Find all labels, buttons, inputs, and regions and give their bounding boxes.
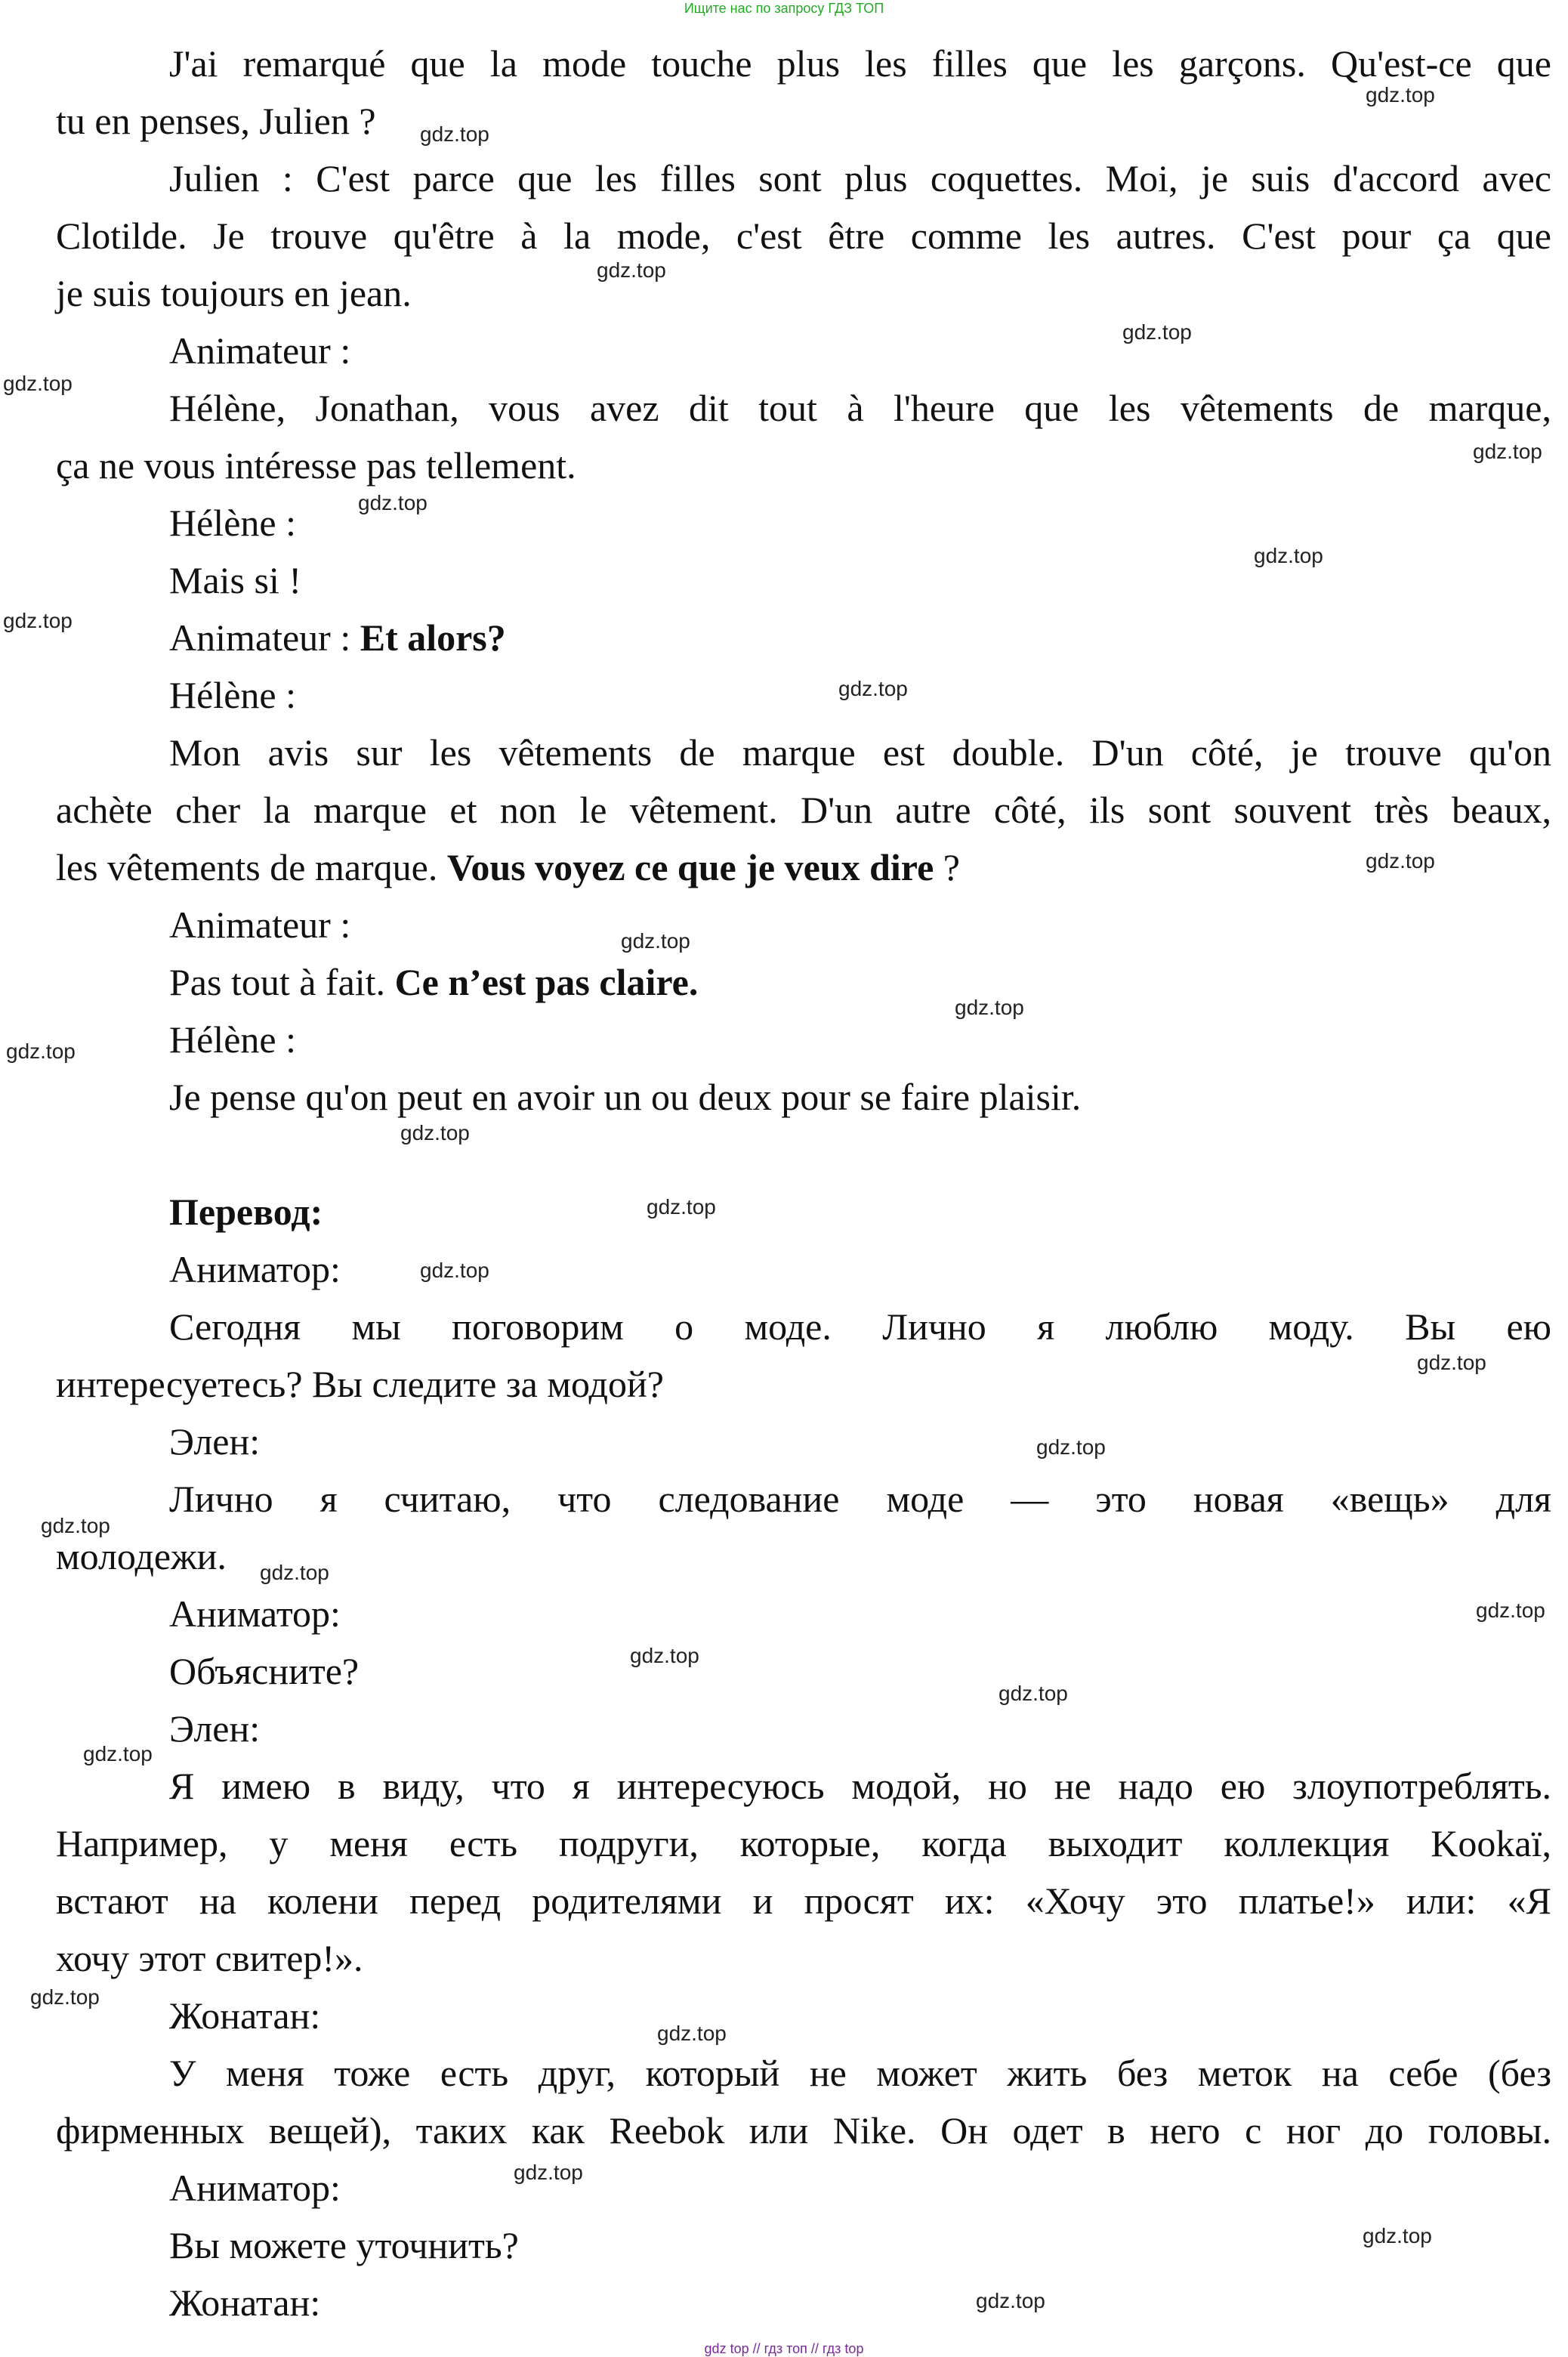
speaker-label: Animateur : bbox=[169, 904, 351, 946]
speaker-label: Аниматор: bbox=[169, 1592, 341, 1635]
watermark: gdz.top bbox=[1366, 83, 1435, 107]
bold-phrase: Et alors? bbox=[360, 616, 506, 659]
text-line: хочу этот свитер!». bbox=[56, 1937, 363, 1979]
text-line: tu en penses, Julien ? bbox=[56, 100, 376, 142]
text-line: je suis toujours en jean. bbox=[56, 272, 412, 314]
text-line: Clotilde. Je trouve qu'être à la mode, c'est être comme les autres. C'est pour ça que bbox=[56, 215, 1551, 257]
text-line: J'ai remarqué que la mode touche plus les filles que les garçons. Qu'est-ce que bbox=[169, 42, 1551, 85]
speaker-label: Жонатан: bbox=[169, 2281, 321, 2324]
speaker-label: Элен: bbox=[169, 1420, 261, 1463]
watermark: gdz.top bbox=[976, 2289, 1045, 2312]
watermark: gdz.top bbox=[1366, 849, 1435, 873]
text-line bbox=[56, 845, 960, 890]
watermark: gdz.top bbox=[647, 1195, 716, 1219]
watermark: gdz.top bbox=[420, 1259, 489, 1282]
text-line: Je pense qu'on peut en avoir un ou deux pour se faire plaisir. bbox=[169, 1076, 1082, 1118]
watermark: gdz.top bbox=[630, 1644, 699, 1667]
text-line: Я имею в виду, что я интересуюсь модой, но не надо ею злоупотреблять. bbox=[169, 1765, 1551, 1807]
watermark: gdz.top bbox=[1476, 1599, 1545, 1622]
watermark: gdz.top bbox=[83, 1742, 153, 1765]
text-line: интересуетесь? Вы следите за модой? bbox=[56, 1363, 664, 1405]
text-line bbox=[169, 615, 506, 660]
watermark: gdz.top bbox=[420, 122, 489, 146]
speaker-label: Hélène : bbox=[169, 502, 296, 544]
watermark: gdz.top bbox=[514, 2161, 583, 2184]
speaker-label: Animateur : bbox=[169, 329, 351, 372]
text-line: встают на колени перед родителями и просят их: «Хочу это платье!» или: «Я bbox=[56, 1880, 1551, 1922]
bold-phrase: Ce n’est pas claire. bbox=[394, 961, 699, 1003]
watermark: gdz.top bbox=[1417, 1351, 1486, 1374]
text-line: Hélène, Jonathan, vous avez dit tout à l'heure que les vêtements de marque, bbox=[169, 387, 1551, 429]
header-banner[interactable]: Ищите нас по запросу ГДЗ ТОП bbox=[684, 1, 884, 16]
watermark: gdz.top bbox=[621, 929, 690, 953]
speaker-label: Жонатан: bbox=[169, 1994, 321, 2037]
watermark: gdz.top bbox=[597, 258, 666, 282]
text-line: Например, у меня есть подруги, которые, когда выходит коллекция Kookaï, bbox=[56, 1822, 1551, 1864]
watermark: gdz.top bbox=[400, 1121, 470, 1145]
footer-banner[interactable]: gdz top // гдз топ // гдз top bbox=[704, 2341, 864, 2356]
text-line: Mon avis sur les vêtements de marque est double. D'un côté, je trouve qu'on bbox=[169, 731, 1551, 774]
watermark: gdz.top bbox=[1473, 440, 1542, 463]
text-line: Вы можете уточнить? bbox=[169, 2224, 519, 2266]
watermark: gdz.top bbox=[1036, 1435, 1106, 1459]
text-line bbox=[169, 959, 698, 1005]
watermark: gdz.top bbox=[1254, 544, 1323, 567]
bold-phrase: Vous voyez ce que je veux dire bbox=[446, 846, 934, 888]
speaker-label: Hélène : bbox=[169, 1018, 296, 1061]
watermark: gdz.top bbox=[3, 609, 73, 632]
watermark: gdz.top bbox=[30, 1985, 100, 2009]
text-run: Pas tout à fait. bbox=[169, 961, 395, 1003]
watermark: gdz.top bbox=[358, 491, 427, 514]
text-line: фирменных вещей), таких как Reebok или Nike. Он одет в него с ног до головы. bbox=[56, 2109, 1551, 2152]
speaker-label: Animateur : bbox=[169, 616, 360, 659]
text-line: achète cher la marque et non le vêtement. D'un autre côté, ils sont souvent très beaux, bbox=[56, 789, 1551, 831]
watermark: gdz.top bbox=[999, 1682, 1068, 1705]
watermark: gdz.top bbox=[838, 677, 908, 700]
watermark: gdz.top bbox=[41, 1514, 110, 1537]
watermark: gdz.top bbox=[657, 2022, 727, 2045]
speaker-label: Аниматор: bbox=[169, 2167, 341, 2209]
watermark: gdz.top bbox=[3, 372, 73, 395]
text-line: Лично я считаю, что следование моде — это новая «вещь» для bbox=[169, 1478, 1551, 1520]
watermark: gdz.top bbox=[1122, 320, 1192, 344]
text-run: ? bbox=[934, 846, 960, 888]
watermark: gdz.top bbox=[260, 1561, 329, 1584]
speaker-label: Аниматор: bbox=[169, 1248, 341, 1290]
watermark: gdz.top bbox=[6, 1039, 76, 1063]
text-line: У меня тоже есть друг, который не может жить без меток на себе (без bbox=[169, 2052, 1551, 2094]
watermark: gdz.top bbox=[955, 996, 1024, 1019]
text-line: Julien : C'est parce que les filles sont plus coquettes. Moi, je suis d'accord avec bbox=[169, 157, 1551, 199]
speaker-label: Hélène : bbox=[169, 674, 296, 716]
text-line: Сегодня мы поговорим о моде. Лично я люблю моду. Вы ею bbox=[169, 1305, 1551, 1348]
text-line: Mais si ! bbox=[169, 559, 301, 601]
speaker-label: Элен: bbox=[169, 1707, 261, 1750]
translation-heading: Перевод: bbox=[169, 1191, 323, 1233]
text-run: les vêtements de marque. bbox=[56, 846, 447, 888]
watermark: gdz.top bbox=[1363, 2224, 1432, 2247]
text-line: Объясните? bbox=[169, 1650, 360, 1692]
text-line: ça ne vous intéresse pas tellement. bbox=[56, 444, 576, 487]
text-line: молодежи. bbox=[56, 1535, 227, 1577]
